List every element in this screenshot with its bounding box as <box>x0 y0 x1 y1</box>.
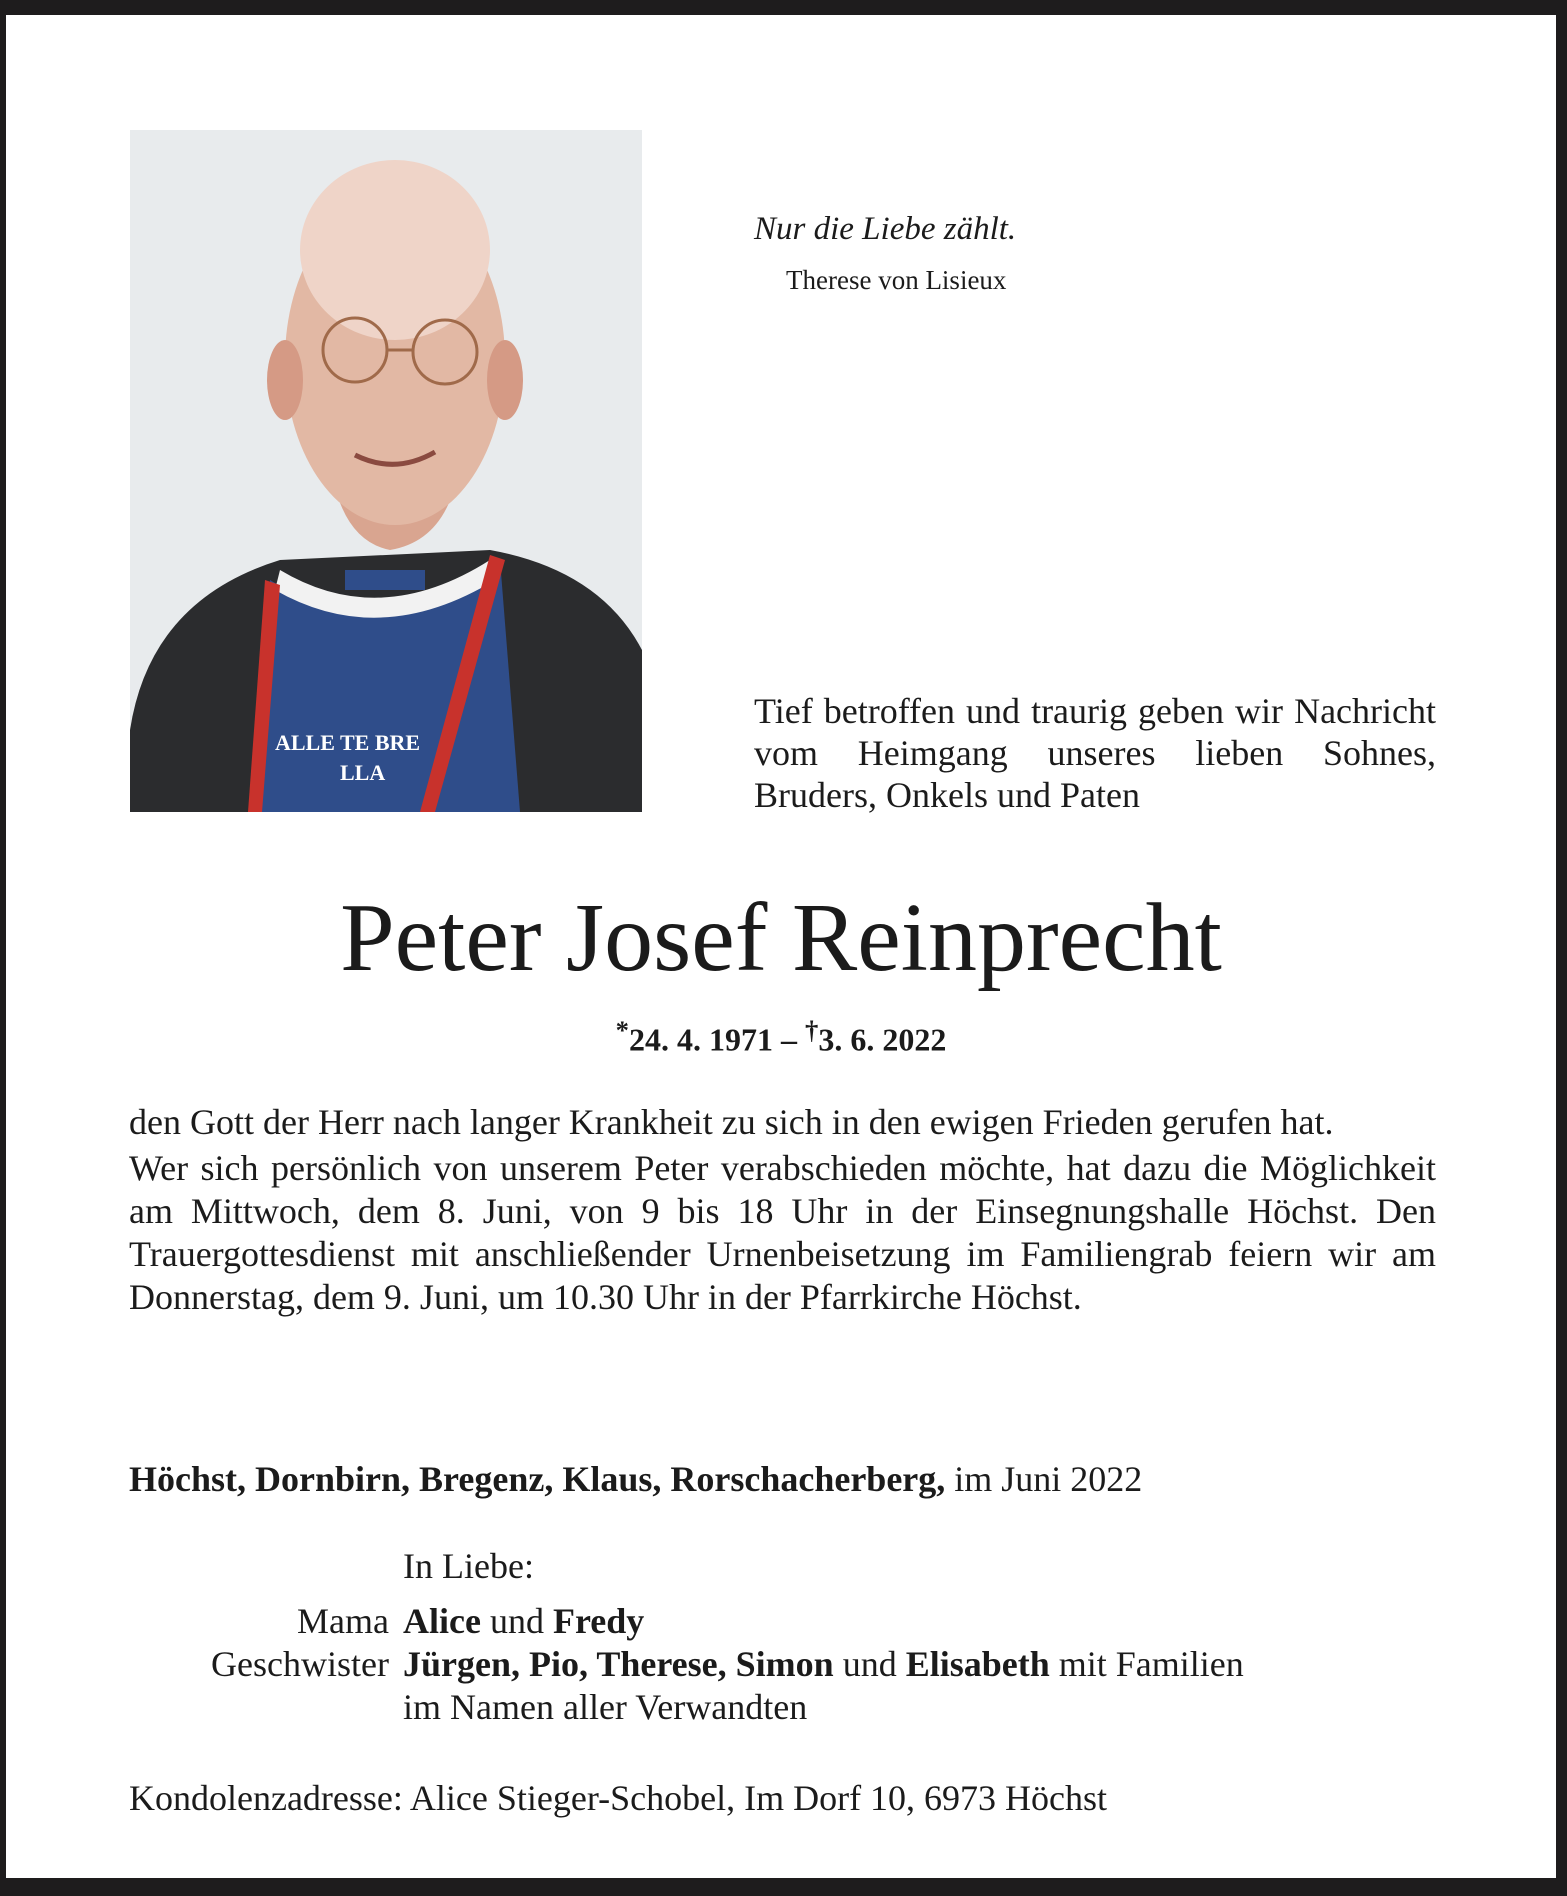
deceased-name: Peter Josef Reinprecht <box>340 884 1222 992</box>
mama-name: Alice <box>403 1601 481 1641</box>
places-line <box>129 1458 1142 1500</box>
siblings-label: Geschwister <box>211 1644 389 1684</box>
signature-block <box>6 1545 1436 1729</box>
body-paragraph: Wer sich persönlich von unserem Peter verabschieden möchte, hat dazu die Möglichkeit am Mittwoch, dem 8. Juni, von 9 bis 18 Uhr in der Einsegnungshalle Höchst. Den Trauergottesdienst mit anschließender Urnenbeisetzung im Familiengrab feiern wir am Donnerstag, dem 9. Juni, um 10.30 Uhr in der Pfarrkirche Höchst. <box>129 1148 1436 1317</box>
sibling-last-name: Elisabeth <box>905 1644 1050 1684</box>
relatives-line: im Namen aller Verwandten <box>403 1687 808 1727</box>
body-text <box>129 1101 1436 1322</box>
death-date: 3. 6. 2022 <box>818 1021 947 1058</box>
quote-text: Nur die Liebe zählt. <box>754 211 1017 247</box>
shirt-print: ALLE TE BRE <box>275 730 421 755</box>
and-word: und <box>480 1601 553 1641</box>
condolence-address: Kondolenzadresse: Alice Stieger-Schobel, Im Dorf 10, 6973 Höchst <box>129 1778 1108 1818</box>
birth-date: 24. 4. 1971 <box>629 1021 773 1058</box>
date-separator: – <box>773 1021 805 1058</box>
siblings-names: Jürgen, Pio, Therese, Simon <box>403 1644 834 1684</box>
mama-label: Mama <box>297 1601 389 1641</box>
partner-name: Fredy <box>552 1601 645 1641</box>
portrait-photo <box>130 130 642 812</box>
places-date: im Juni 2022 <box>945 1459 1143 1499</box>
svg-text:LLA: LLA <box>340 760 386 785</box>
death-symbol: † <box>805 1015 819 1045</box>
body-paragraph: den Gott der Herr nach langer Krankheit zu sich in den ewigen Frieden gerufen hat. <box>129 1102 1334 1142</box>
signature-heading: In Liebe: <box>403 1546 534 1586</box>
birth-symbol: * <box>615 1015 629 1045</box>
intro-text: Tief betroffen und traurig geben wir Nachricht vom Heimgang unseres lieben Sohnes, Bruders, Onkels und Paten <box>754 691 1436 815</box>
obituary-page <box>6 15 1556 1878</box>
siblings-suffix: mit Familien <box>1049 1644 1244 1684</box>
life-dates <box>6 1015 1556 1059</box>
quote-author: Therese von Lisieux <box>786 265 1007 295</box>
places-names: Höchst, Dornbirn, Bregenz, Klaus, Rorschacherberg, <box>129 1459 946 1499</box>
and-word: und <box>833 1644 906 1684</box>
